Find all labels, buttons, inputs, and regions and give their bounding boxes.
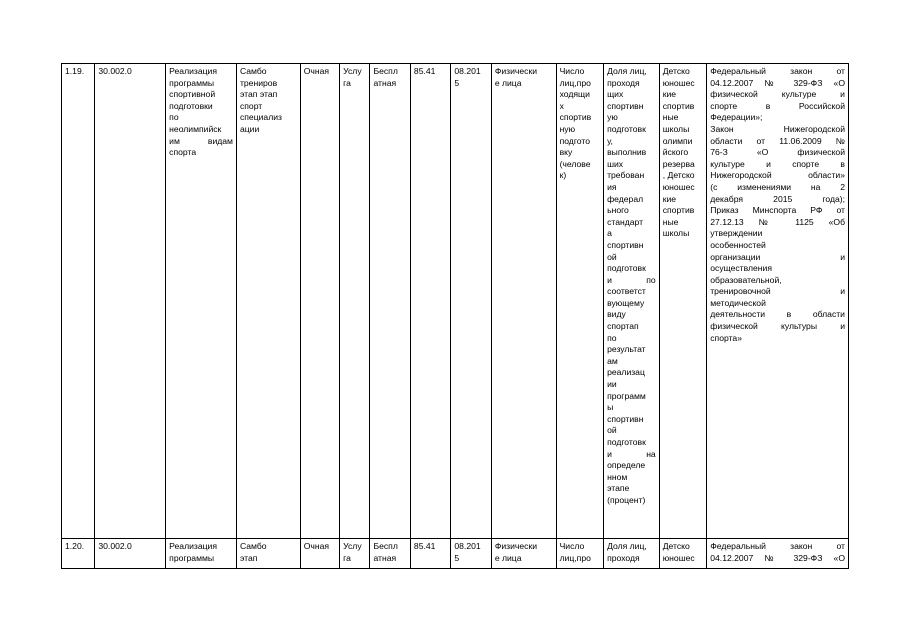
- cell-text-line: этап: [239, 552, 258, 563]
- service-code-text: 30.002.0: [98, 541, 132, 551]
- cell-text-line: требован: [607, 170, 645, 181]
- cell-text-line: ой: [607, 251, 617, 262]
- cell-text-line: подготовк: [607, 123, 646, 134]
- cell-text-line: атная: [373, 77, 397, 88]
- cell-text-line: программ: [607, 390, 646, 401]
- cell-text-line: спорте в Российской: [710, 100, 845, 111]
- service-code-cell: [95, 64, 166, 539]
- cell-text-line: и по: [607, 274, 656, 285]
- cell-text-line: стандарт: [607, 216, 644, 227]
- cell-text-line: культуре и спорте в: [710, 158, 845, 169]
- cell-text-line: ой: [607, 425, 617, 436]
- cell-text-line: Услу: [343, 541, 362, 551]
- table-row: [62, 64, 849, 539]
- cell-text-line: организации и: [710, 251, 845, 262]
- cell-text-line: программы: [169, 77, 215, 88]
- cell-text-line: ии: [607, 379, 617, 390]
- payment-cell: [370, 64, 410, 539]
- services-registry-table: [61, 63, 849, 569]
- cell-text-line: Доля лиц,: [607, 541, 647, 551]
- date-cell: [451, 539, 491, 569]
- cell-text-line: вку: [559, 147, 573, 158]
- date-cell: [451, 64, 491, 539]
- cell-text-line: га: [343, 552, 351, 563]
- cell-text-line: проходя: [607, 77, 640, 88]
- cell-text-line: программы: [169, 552, 215, 563]
- cell-text-line: спортивн: [607, 413, 644, 424]
- service-form-cell: [300, 539, 339, 569]
- cell-text-line: школы: [662, 123, 690, 134]
- cell-text-line: 27.12.13 № 1125 «Об: [710, 216, 845, 227]
- service-type-cell: [340, 539, 370, 569]
- cell-text-line: результат: [607, 344, 646, 355]
- cell-text-line: осуществления: [710, 263, 772, 274]
- cell-text-line: Реализация: [169, 541, 217, 551]
- cell-text-line: спортив: [662, 205, 695, 216]
- service-form-text: Очная: [303, 66, 330, 76]
- cell-text-line: е лица: [494, 552, 522, 563]
- cell-text-line: ные: [662, 112, 679, 123]
- cell-text-line: 76-З «О физической: [710, 147, 845, 158]
- cell-text-line: Услу: [343, 66, 362, 76]
- cell-text-line: специализ: [239, 112, 282, 123]
- table-body: [62, 64, 849, 569]
- cell-text-line: , Детско: [662, 170, 695, 181]
- cell-text-line: юношес: [662, 181, 695, 192]
- row-number-text: 1.19.: [65, 66, 85, 76]
- cell-text-line: спортап: [607, 321, 639, 332]
- service-form-cell: [300, 64, 339, 539]
- cell-text-line: виду: [607, 309, 626, 320]
- cell-text-line: кие: [662, 193, 677, 204]
- cell-text-line: юношес: [662, 552, 695, 563]
- quality-indicator-cell: [604, 64, 660, 539]
- okved-code-text: 85.41: [413, 66, 436, 76]
- table-row: [62, 539, 849, 569]
- legal-basis-cell: [707, 539, 849, 569]
- cell-text-line: методической: [710, 297, 766, 308]
- payment-cell: [370, 539, 410, 569]
- row-number-cell: [62, 64, 95, 539]
- cell-text-line: спорта: [169, 147, 197, 158]
- cell-text-line: трениров: [239, 77, 278, 88]
- cell-text-line: реализац: [607, 367, 645, 378]
- cell-text-line: (с изменениями на 2: [710, 181, 845, 192]
- cell-text-line: га: [343, 77, 351, 88]
- cell-text-line: Число: [559, 66, 585, 76]
- cell-text-line: резерва: [662, 158, 695, 169]
- cell-text-line: школы: [662, 228, 690, 239]
- cell-text-line: а: [607, 228, 612, 239]
- cell-text-line: тренировочной и: [710, 286, 845, 297]
- cell-text-line: е лица: [494, 77, 522, 88]
- cell-text-line: федерал: [607, 193, 644, 204]
- cell-text-line: Федеральный закон от: [710, 541, 845, 551]
- cell-text-line: физической культуры и: [710, 321, 845, 332]
- cell-text-line: ьного: [607, 205, 629, 216]
- cell-text-line: ы: [607, 402, 614, 413]
- cell-text-line: 04.12.2007 № 329-ФЗ «О: [710, 77, 845, 88]
- okved-code-cell: [410, 64, 450, 539]
- legal-basis-cell: [707, 64, 849, 539]
- cell-text-line: подгото: [559, 135, 590, 146]
- cell-text-line: вующему: [607, 297, 645, 308]
- cell-text-line: кие: [662, 89, 677, 100]
- cell-text-line: соответст: [607, 286, 646, 297]
- service-code-cell: [95, 539, 166, 569]
- cell-text-line: Реализация: [169, 66, 217, 76]
- cell-text-line: 5: [454, 77, 460, 88]
- cell-text-line: подготовк: [607, 437, 646, 447]
- cell-text-line: (процент): [607, 494, 646, 505]
- cell-text-line: Число: [559, 541, 585, 551]
- cell-text-line: деятельности в области: [710, 309, 845, 320]
- service-name-cell: [166, 539, 237, 569]
- cell-text-line: декабря 2015 года);: [710, 193, 845, 204]
- okved-code-cell: [410, 539, 450, 569]
- cell-text-line: Детско: [662, 541, 690, 551]
- cell-text-line: физической культуре и: [710, 89, 845, 100]
- cell-text-line: спорт: [239, 100, 263, 111]
- cell-text-line: ам: [607, 355, 618, 366]
- cell-text-line: ходящи: [559, 89, 590, 100]
- cell-text-line: Самбо: [239, 541, 267, 551]
- cell-text-line: по: [607, 332, 617, 343]
- cell-text-line: юношес: [662, 77, 695, 88]
- cell-text-line: выполнив: [607, 147, 647, 158]
- cell-text-line: йского: [662, 147, 689, 158]
- service-content-cell: [236, 64, 300, 539]
- service-code-text: 30.002.0: [98, 66, 132, 76]
- cell-text-line: к): [559, 170, 567, 181]
- volume-indicator-cell: [556, 64, 604, 539]
- cell-text-line: 5: [454, 552, 460, 563]
- cell-text-line: лиц,про: [559, 77, 591, 88]
- cell-text-line: Закон Нижегородской: [710, 123, 845, 134]
- cell-text-line: области от 11.06.2009 №: [710, 135, 845, 146]
- cell-text-line: утверждении: [710, 228, 763, 239]
- cell-text-line: им видам: [169, 135, 233, 146]
- cell-text-line: спортивной: [169, 89, 216, 100]
- cell-text-line: ших: [607, 158, 624, 169]
- cell-text-line: спорта»: [710, 332, 742, 343]
- cell-text-line: спортив: [662, 100, 695, 111]
- cell-text-line: Федеральный закон от: [710, 66, 845, 76]
- cell-text-line: образовательной,: [710, 274, 782, 285]
- cell-text-line: лиц,про: [559, 552, 591, 563]
- cell-text-line: Беспл: [373, 66, 398, 76]
- cell-text-line: Нижегородской области»: [710, 170, 845, 181]
- cell-text-line: х: [559, 100, 564, 111]
- cell-text-line: проходя: [607, 552, 640, 563]
- cell-text-line: олимпи: [662, 135, 693, 146]
- cell-text-line: Физически: [494, 541, 538, 551]
- cell-text-line: Доля лиц,: [607, 66, 647, 76]
- cell-text-line: этапе: [607, 483, 630, 494]
- cell-text-line: и на: [607, 448, 656, 459]
- cell-text-line: Приказ Минспорта РФ от: [710, 205, 845, 216]
- institutions-cell: [659, 64, 707, 539]
- consumers-cell: [491, 64, 556, 539]
- cell-text-line: Детско: [662, 66, 690, 76]
- service-form-text: Очная: [303, 541, 330, 551]
- cell-text-line: ую: [607, 112, 618, 123]
- cell-text-line: подготовк: [607, 263, 646, 274]
- okved-code-text: 85.41: [413, 541, 436, 551]
- quality-indicator-cell: [604, 539, 660, 569]
- cell-text-line: по: [169, 112, 179, 123]
- cell-text-line: спортив: [559, 112, 592, 123]
- cell-text-line: атная: [373, 552, 397, 563]
- cell-text-line: ия: [607, 181, 617, 192]
- cell-text-line: 04.12.2007 № 329-ФЗ «О: [710, 552, 845, 563]
- cell-text-line: ации: [239, 123, 260, 134]
- cell-text-line: особенностей: [710, 239, 766, 250]
- cell-text-line: определе: [607, 460, 646, 471]
- cell-text-line: ные: [662, 216, 679, 227]
- row-number-cell: [62, 539, 95, 569]
- cell-text-line: ную: [559, 123, 576, 134]
- cell-text-line: 08.201: [454, 66, 481, 76]
- row-number-text: 1.20.: [65, 541, 85, 551]
- service-name-cell: [166, 64, 237, 539]
- service-type-cell: [340, 64, 370, 539]
- cell-text-line: Самбо: [239, 66, 267, 76]
- cell-text-line: неолимпийск: [169, 123, 222, 134]
- cell-text-line: спортивн: [607, 100, 644, 111]
- cell-text-line: 08.201: [454, 541, 481, 551]
- service-content-cell: [236, 539, 300, 569]
- cell-text-line: Физически: [494, 66, 538, 76]
- cell-text-line: (челове: [559, 158, 591, 169]
- cell-text-line: нном: [607, 471, 628, 482]
- cell-text-line: этап этап: [239, 89, 278, 100]
- cell-text-line: щих: [607, 89, 624, 100]
- cell-text-line: у,: [607, 135, 613, 146]
- volume-indicator-cell: [556, 539, 604, 569]
- cell-text-line: Беспл: [373, 541, 398, 551]
- consumers-cell: [491, 539, 556, 569]
- cell-text-line: подготовки: [169, 100, 213, 111]
- cell-text-line: спортивн: [607, 239, 644, 250]
- institutions-cell: [659, 539, 707, 569]
- cell-text-line: Федерации»;: [710, 112, 763, 123]
